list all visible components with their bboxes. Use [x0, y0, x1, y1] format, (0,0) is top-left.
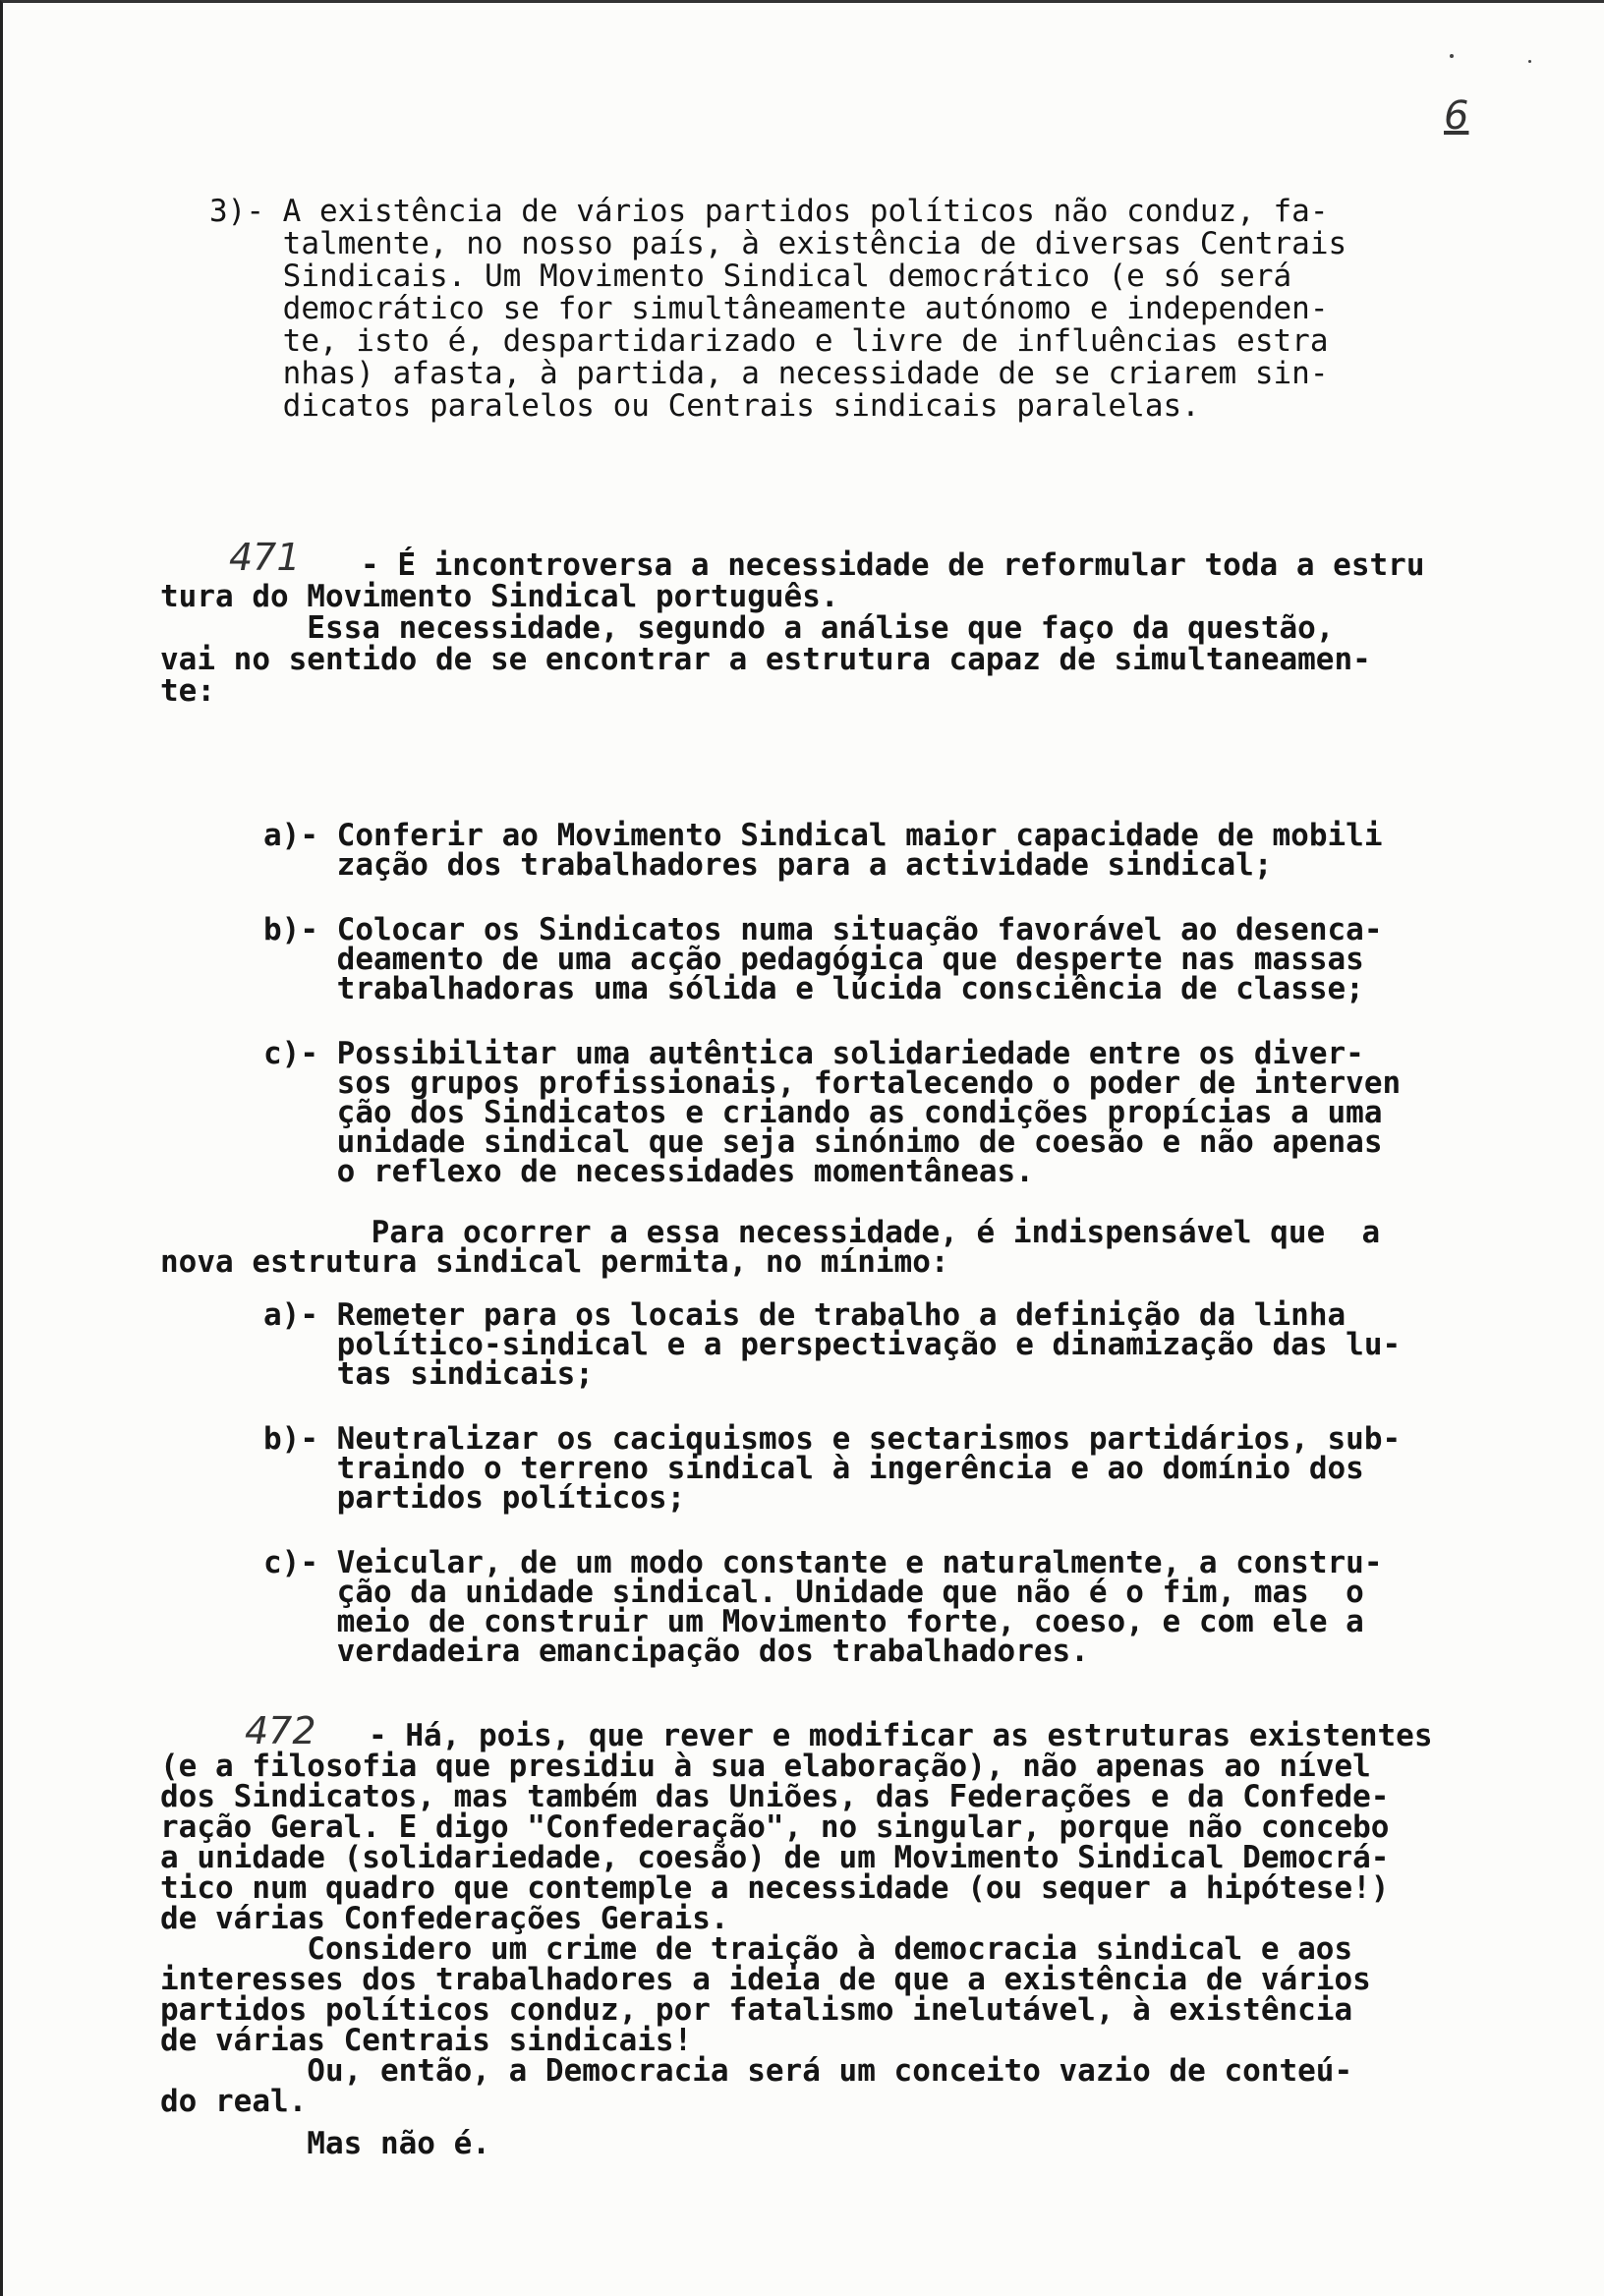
text-line: verdadeira emancipação dos trabalhadores. — [263, 1634, 1089, 1669]
text-line: - Há, pois, que rever e modificar as estruturas existentes — [314, 1718, 1433, 1753]
text-line: Essa necessidade, segundo a análise que faço da questão, — [160, 610, 1335, 646]
list-item — [263, 1036, 1402, 1189]
text-line: trabalhadoras uma sólida e lúcida consciência de classe; — [263, 971, 1364, 1006]
text-line: c)- Veicular, de um modo constante e naturalmente, a constru- — [263, 1545, 1383, 1580]
text-line: a)- Remeter para os locais de trabalho a definição da linha — [263, 1297, 1346, 1333]
scan-speck — [1528, 60, 1531, 63]
text-line: de várias Centrais sindicais! — [160, 2023, 693, 2058]
handwritten-paragraph-number: 472 — [245, 1709, 316, 1752]
text-line: sos grupos profissionais, fortalecendo o poder de interven — [263, 1065, 1402, 1101]
list-item — [263, 818, 1401, 883]
list-item — [263, 1545, 1401, 1669]
text-line: b)- Colocar os Sindicatos numa situação favorável ao desenca- — [263, 912, 1383, 947]
text-line: ção da unidade sindical. Unidade que não é o fim, mas o — [263, 1575, 1364, 1610]
text-line: unidade sindical que seja sinónimo de coesão e não apenas — [263, 1124, 1383, 1160]
text-line: 3)- A existência de vários partidos políticos não conduz, fa- — [209, 194, 1329, 229]
text-line: Mas não é. — [160, 2126, 490, 2161]
text-line: político-sindical e a perspectivação e dinamização das lu- — [263, 1327, 1402, 1362]
list-item — [263, 1421, 1402, 1516]
section-471 — [160, 549, 1424, 707]
text-line: Para ocorrer a essa necessidade, é indispensável que a — [298, 1215, 1381, 1250]
text-line: democrático se for simultâneamente autónomo e independen- — [209, 291, 1329, 326]
handwritten-paragraph-number: 471 — [229, 536, 301, 579]
text-line: tico num quadro que contemple a necessidade (ou sequer a hipótese!) — [160, 1870, 1390, 1906]
text-line: Considero um crime de traição à democracia sindical e aos — [160, 1931, 1353, 1967]
text-line: Ou, então, a Democracia será um conceito vazio de conteú- — [160, 2053, 1353, 2089]
scan-speck — [1450, 54, 1454, 58]
text-line: de várias Confederações Gerais. — [160, 1901, 729, 1936]
text-line: meio de construir um Movimento forte, coeso, e com ele a — [263, 1604, 1364, 1639]
text-line: partidos políticos; — [263, 1480, 686, 1516]
text-line: - É incontroversa a necessidade de reformular toda a estru — [306, 547, 1425, 583]
text-line: zação dos trabalhadores para a actividade sindical; — [263, 847, 1273, 883]
text-line: nova estrutura sindical permita, no mínimo: — [160, 1244, 949, 1280]
text-line: partidos políticos conduz, por fatalismo inelutável, à existência — [160, 1992, 1353, 2028]
text-line: a unidade (solidariedade, coesão) de um Movimento Sindical Democrá- — [160, 1840, 1390, 1875]
text-line: deamento de uma acção pedagógica que desperte nas massas — [263, 942, 1364, 977]
text-line: dicatos paralelos ou Centrais sindicais paralelas. — [209, 388, 1200, 424]
text-line: traindo o terreno sindical à ingerência e ao domínio dos — [263, 1451, 1364, 1486]
list-objectives — [263, 818, 1402, 1189]
text-line: tas sindicais; — [263, 1356, 594, 1392]
text-line: b)- Neutralizar os caciquismos e sectarismos partidários, sub- — [263, 1421, 1402, 1457]
list-item — [263, 912, 1401, 1006]
text-line: Sindicais. Um Movimento Sindical democrático (e só será — [209, 258, 1292, 294]
text-line: te, isto é, despartidarizado e livre de influências estra — [209, 323, 1329, 359]
text-line: nhas) afasta, à partida, a necessidade de se criarem sin- — [209, 356, 1329, 391]
text-line: tura do Movimento Sindical português. — [160, 579, 839, 614]
text-line: a)- Conferir ao Movimento Sindical maior capacidade de mobili — [263, 818, 1383, 853]
text-line: te: — [160, 673, 215, 709]
section-472 — [160, 1718, 1433, 2161]
text-line: (e a filosofia que presidiu à sua elaboração), não apenas ao nível — [160, 1749, 1371, 1784]
text-line: c)- Possibilitar uma autêntica solidariedade entre os diver- — [263, 1036, 1364, 1071]
list-requirements — [263, 1297, 1402, 1669]
bridge-paragraph — [160, 1215, 1381, 1280]
item-3 — [209, 196, 1346, 423]
text-line: dos Sindicatos, mas também das Uniões, das Federações e da Confede- — [160, 1779, 1390, 1814]
text-line: vai no sentido de se encontrar a estrutura capaz de simultaneamen- — [160, 642, 1371, 677]
list-item — [263, 1297, 1402, 1392]
text-line: o reflexo de necessidades momentâneas. — [263, 1154, 1034, 1189]
text-line: ração Geral. E digo "Confederação", no singular, porque não concebo — [160, 1809, 1390, 1845]
text-line: ção dos Sindicatos e criando as condições propícias a uma — [263, 1095, 1383, 1130]
text-line: talmente, no nosso país, à existência de diversas Centrais — [209, 226, 1347, 261]
text-line: interesses dos trabalhadores a ideia de que a existência de vários — [160, 1962, 1371, 1997]
page-number: 6 — [1444, 93, 1469, 139]
text-line: do real. — [160, 2084, 308, 2119]
